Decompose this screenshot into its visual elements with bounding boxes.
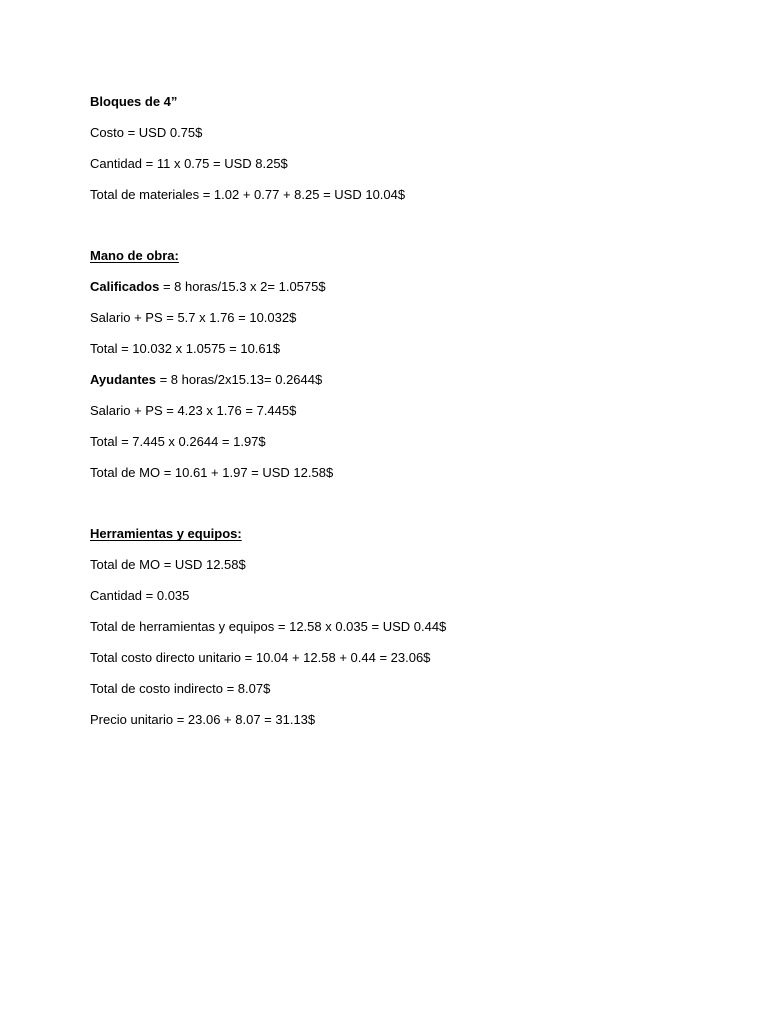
unit-price-line: Precio unitario = 23.06 + 8.07 = 31.13$ — [90, 711, 316, 727]
blocks-section-title: Bloques de 4” — [90, 94, 178, 109]
section-spacer — [90, 495, 730, 513]
helpers-salary-line: Salario + PS = 4.23 x 1.76 = 7.445$ — [90, 402, 297, 418]
section-spacer — [90, 217, 730, 235]
labor-section-title: Mano de obra: — [90, 248, 179, 264]
tools-labor-total-line: Total de MO = USD 12.58$ — [90, 557, 246, 573]
qualified-salary-line: Salario + PS = 5.7 x 1.76 = 10.032$ — [90, 310, 297, 326]
document-page — [90, 93, 730, 742]
helpers-total-line: Total = 7.445 x 0.2644 = 1.97$ — [90, 433, 266, 449]
indirect-cost-total-line: Total de costo indirecto = 8.07$ — [90, 680, 271, 696]
blocks-quantity-line: Cantidad = 11 x 0.75 = USD 8.25$ — [90, 155, 288, 171]
qualified-formula-line — [90, 278, 730, 296]
helpers-formula: = 8 horas/2x15.13= 0.2644$ — [155, 372, 323, 388]
qualified-total-line: Total = 10.032 x 1.0575 = 10.61$ — [90, 341, 281, 357]
tools-section-title: Herramientas y equipos: — [90, 526, 242, 542]
qualified-label: Calificados — [90, 279, 160, 295]
tools-quantity-line: Cantidad = 0.035 — [90, 588, 190, 604]
helpers-label: Ayudantes — [90, 372, 156, 388]
helpers-formula-line — [90, 371, 730, 389]
direct-cost-total-line: Total costo directo unitario = 10.04 + 12.58 + 0.44 = 23.06$ — [90, 650, 431, 666]
tools-total-line: Total de herramientas y equipos = 12.58 x 0.035 = USD 0.44$ — [90, 619, 447, 635]
materials-total-line: Total de materiales = 1.02 + 0.77 + 8.25 = USD 10.04$ — [90, 186, 406, 202]
blocks-cost-line: Costo = USD 0.75$ — [90, 124, 203, 140]
labor-total-line: Total de MO = 10.61 + 1.97 = USD 12.58$ — [90, 464, 334, 480]
qualified-formula: = 8 horas/15.3 x 2= 1.0575$ — [159, 279, 326, 295]
